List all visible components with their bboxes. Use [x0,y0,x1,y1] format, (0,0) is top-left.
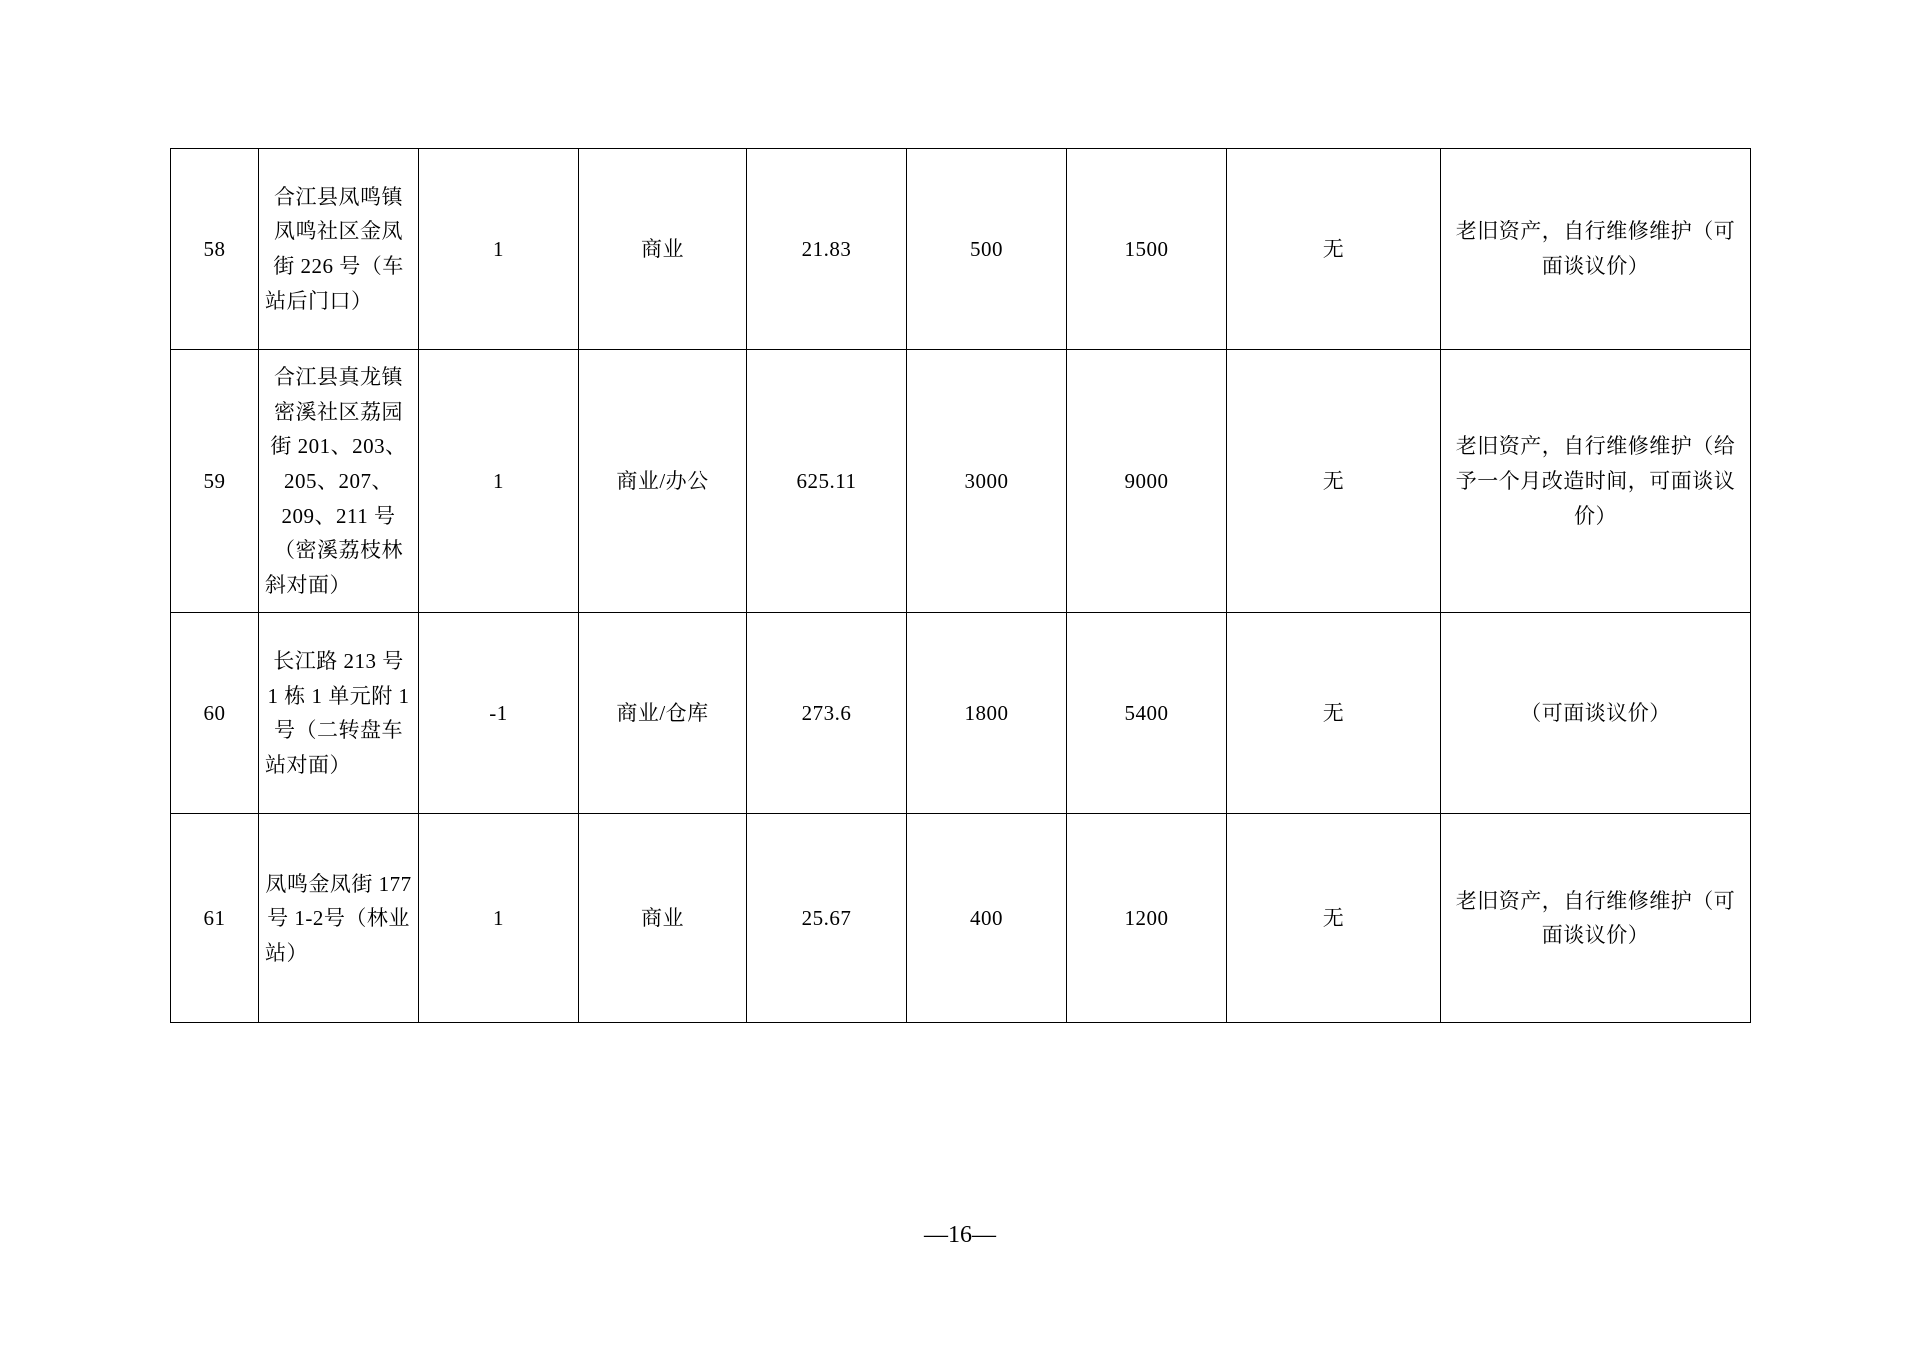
row-remark: （可面谈议价） [1441,613,1751,814]
row-other: 无 [1227,350,1441,613]
row-price-low: 500 [907,149,1067,350]
table-row [171,613,1751,814]
table-row [171,350,1751,613]
row-other: 无 [1227,814,1441,1023]
row-price-low: 400 [907,814,1067,1023]
row-address: 合江县真龙镇密溪社区荔园街 201、203、205、207、209、211 号（密溪荔枝林斜对面） [259,350,419,613]
row-quantity: -1 [419,613,579,814]
row-area: 625.11 [747,350,907,613]
row-remark: 老旧资产，自行维修维护（可面谈议价） [1441,814,1751,1023]
row-use: 商业/仓库 [579,613,747,814]
row-use: 商业 [579,149,747,350]
row-address: 合江县凤鸣镇凤鸣社区金凤街 226 号（车站后门口） [259,149,419,350]
table-row [171,149,1751,350]
row-other: 无 [1227,149,1441,350]
asset-listing-table [170,148,1751,1023]
row-price-low: 3000 [907,350,1067,613]
row-address: 长江路 213 号 1 栋 1 单元附 1 号（二转盘车站对面） [259,613,419,814]
table-row [171,814,1751,1023]
row-price-high: 5400 [1067,613,1227,814]
row-remark: 老旧资产，自行维修维护（给予一个月改造时间，可面谈议价） [1441,350,1751,613]
page-number: —16— [924,1222,996,1248]
row-number: 58 [171,149,259,350]
row-area: 25.67 [747,814,907,1023]
row-address: 凤鸣金凤街 177号 1-2号（林业站） [259,814,419,1023]
row-price-high: 1200 [1067,814,1227,1023]
row-price-high: 1500 [1067,149,1227,350]
row-other: 无 [1227,613,1441,814]
row-area: 21.83 [747,149,907,350]
row-price-low: 1800 [907,613,1067,814]
row-number: 60 [171,613,259,814]
row-price-high: 9000 [1067,350,1227,613]
row-use: 商业/办公 [579,350,747,613]
row-quantity: 1 [419,814,579,1023]
row-quantity: 1 [419,350,579,613]
row-number: 59 [171,350,259,613]
row-quantity: 1 [419,149,579,350]
row-number: 61 [171,814,259,1023]
row-area: 273.6 [747,613,907,814]
row-remark: 老旧资产，自行维修维护（可面谈议价） [1441,149,1751,350]
row-use: 商业 [579,814,747,1023]
